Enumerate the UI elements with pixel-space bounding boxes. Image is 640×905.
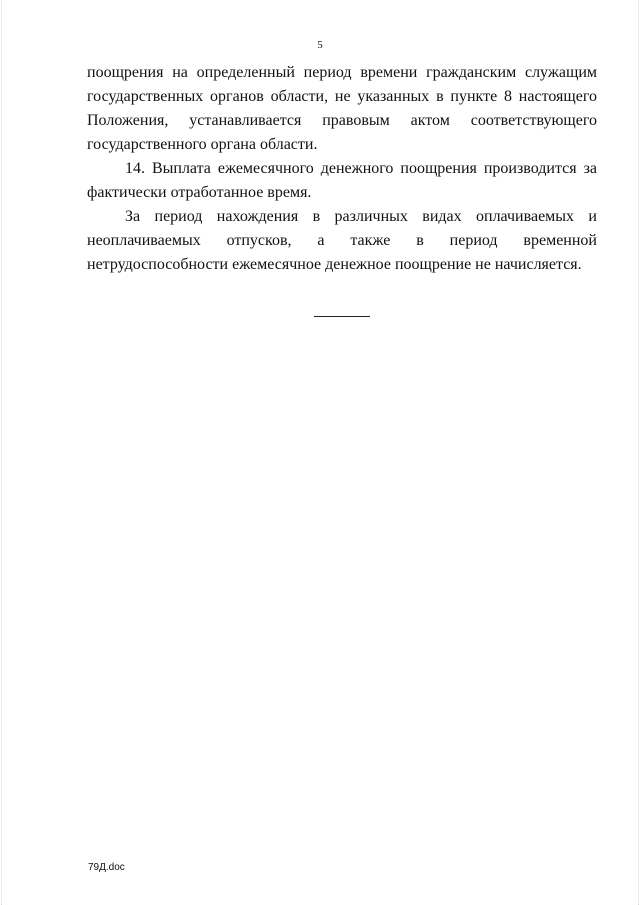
paragraph-item-14 [87, 157, 597, 205]
text-line: За период нахождения в различных видах оплачиваемых и [125, 208, 597, 225]
page-edge-right [638, 0, 639, 905]
text-line: Положения, устанавливается правовым актом соответствующего [87, 112, 597, 129]
page-edge-left [1, 0, 2, 905]
document-body [87, 61, 597, 277]
footer-filename: 79Д.doc [88, 862, 125, 873]
text-line: поощрения на определенный период времени гражданским служащим [87, 64, 597, 81]
paragraph-continuation [87, 61, 597, 157]
text-line: государственных органов области, не указанных в пункте 8 настоящего [87, 88, 597, 105]
paragraph-leave-period [87, 205, 597, 277]
text-line: нетрудоспособности ежемесячное денежное поощрение не начисляется. [87, 256, 582, 273]
page-number: 5 [317, 39, 323, 51]
closing-rule [314, 316, 370, 317]
text-line: 14. Выплата ежемесячного денежного поощрения производится за [125, 160, 597, 177]
text-line: фактически отработанное время. [87, 184, 312, 201]
text-line: государственного органа области. [87, 136, 318, 153]
text-line: неоплачиваемых отпусков, а также в период временной [87, 232, 597, 249]
